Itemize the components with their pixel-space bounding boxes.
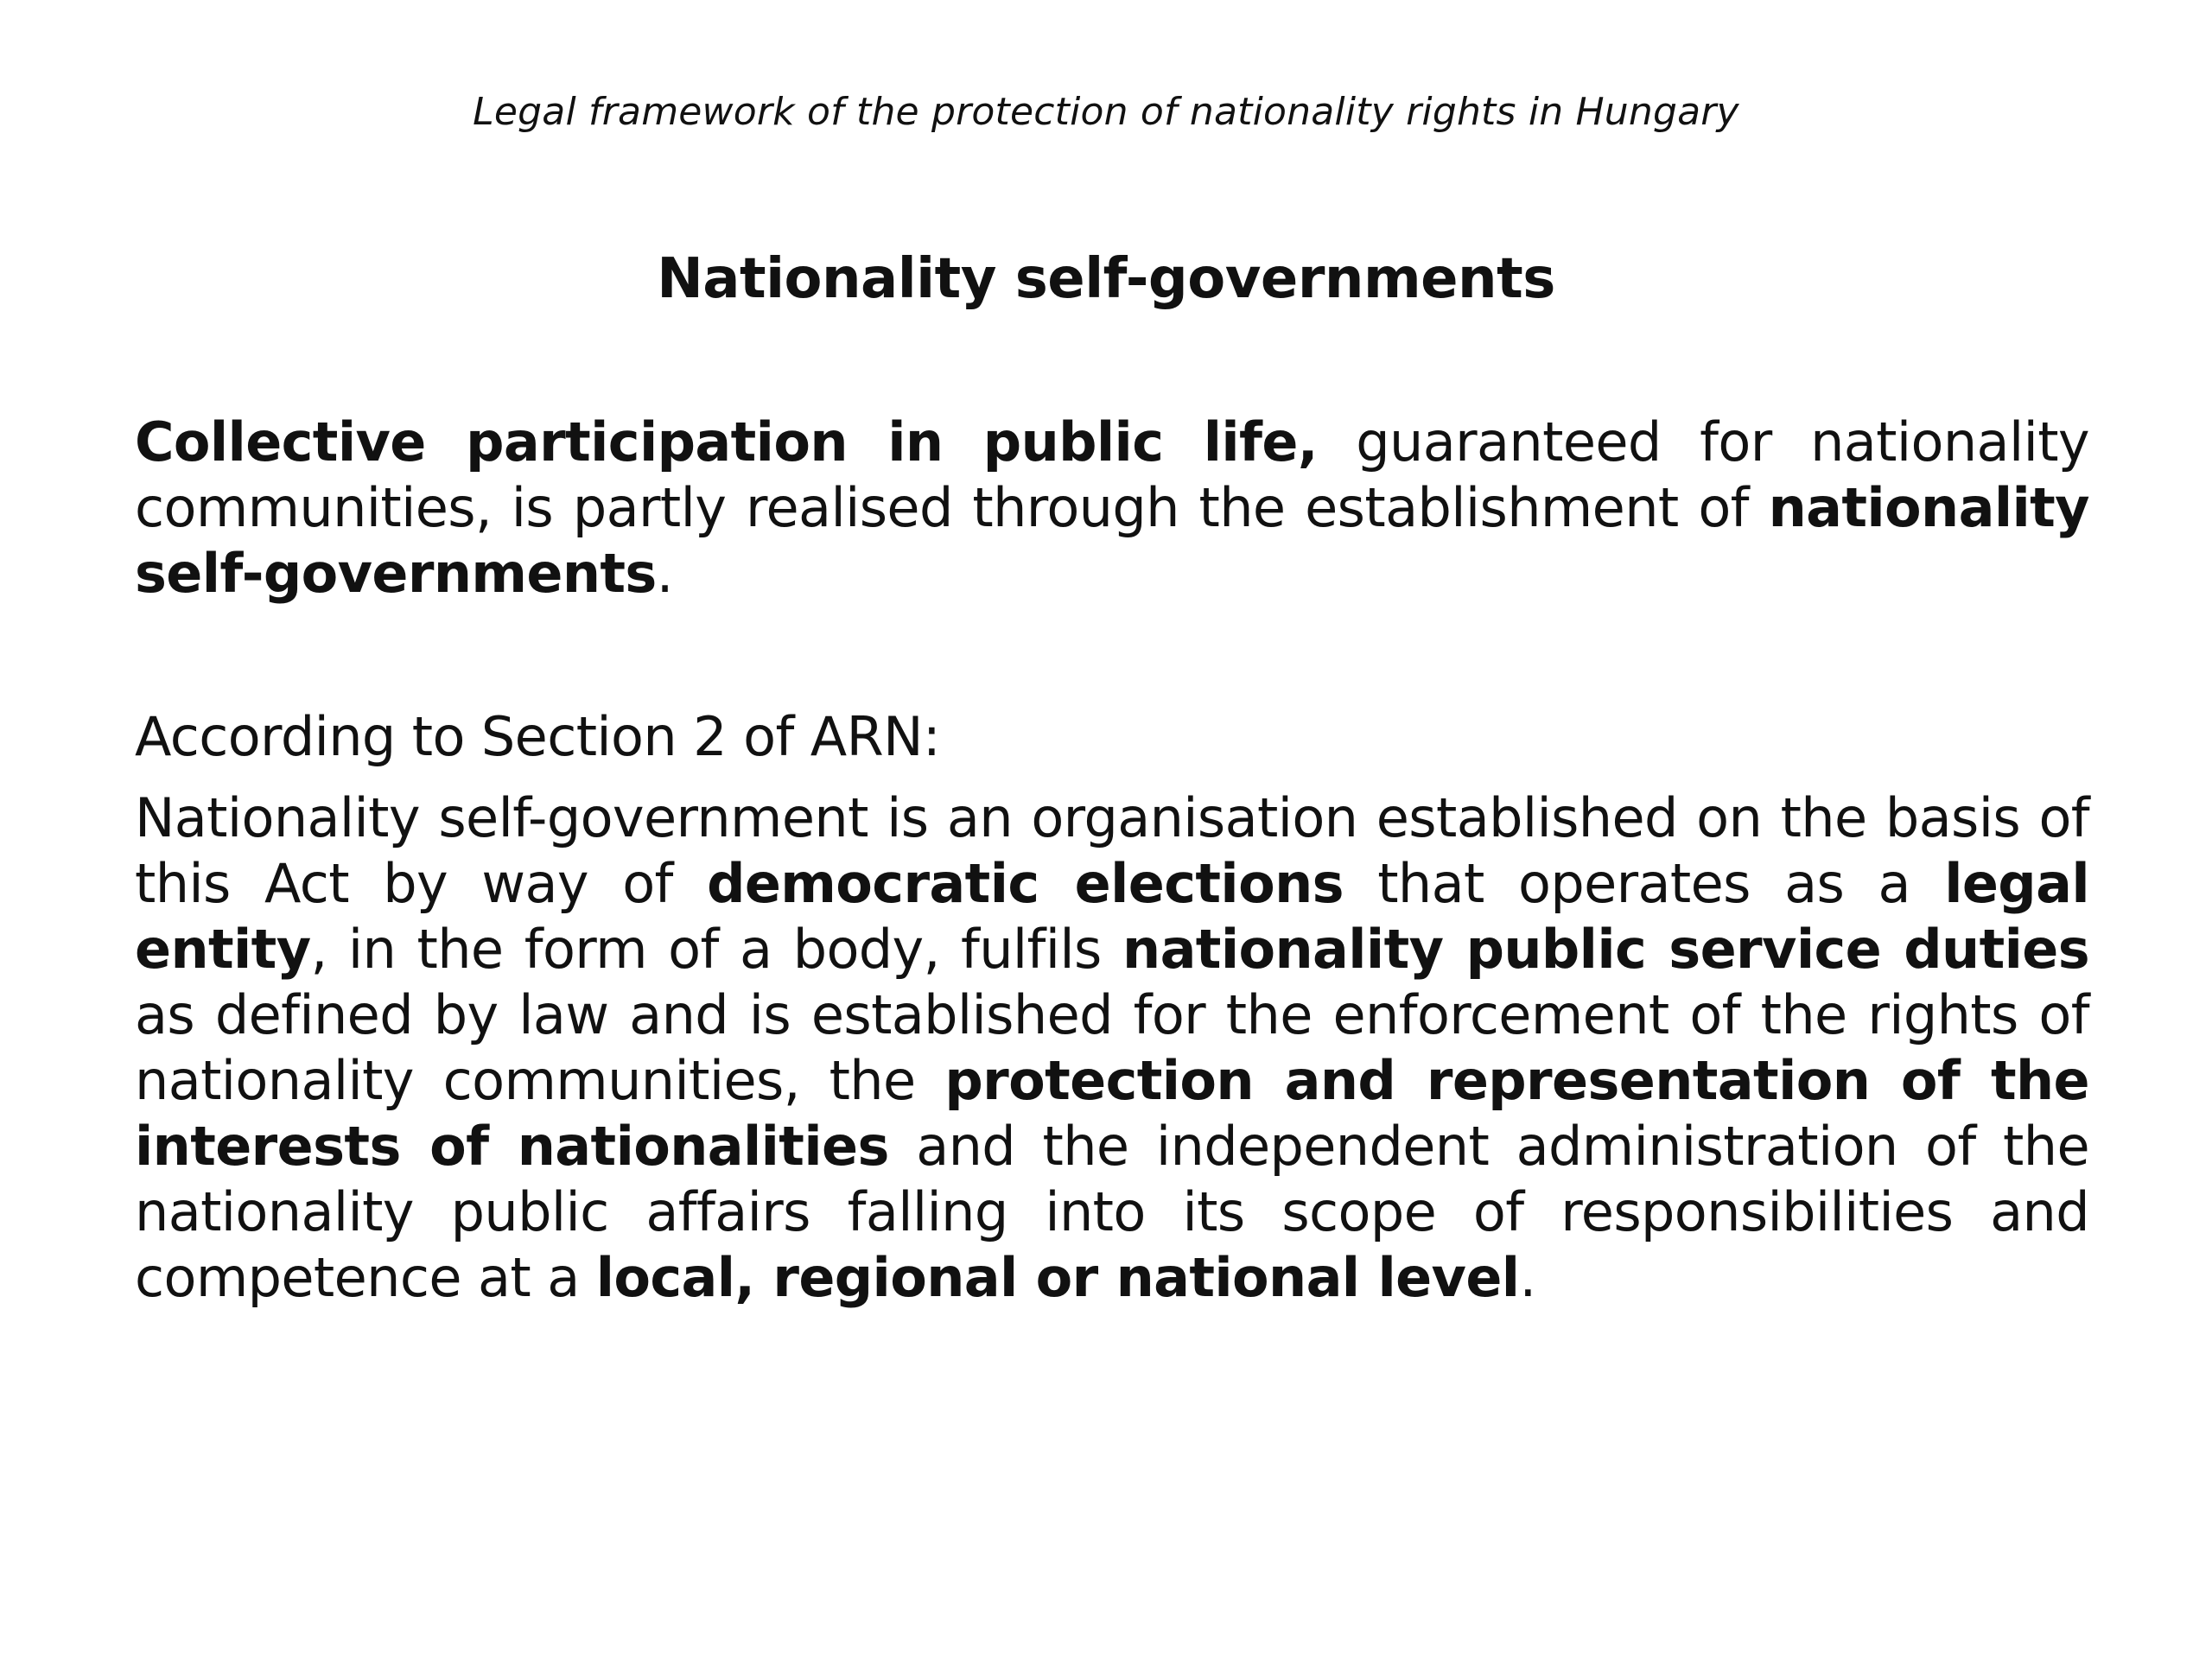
bold-phrase: protection and representation of the interests of nationalities	[135, 1049, 2089, 1178]
bold-phrase: democratic elections	[707, 852, 1344, 915]
bold-phrase: nationality public service duties	[1122, 918, 2090, 981]
bold-phrase: legal entity	[135, 852, 2089, 981]
bold-phrase: local, regional or national level	[595, 1246, 1520, 1309]
paragraph-text: , in the form of a body, fulfils	[310, 918, 1123, 981]
paragraph-text: and the independent administration of the nationality public affairs falling into its scope of responsibilities and competence at a	[135, 1115, 2089, 1309]
slide-title: Nationality self-governments	[657, 247, 1555, 311]
bold-phrase: Collective participation in public life,	[135, 410, 1318, 474]
paragraph-definition	[135, 785, 2089, 1311]
paragraph-text: Nationality self-government is an organisation established on the basis of this Act by way of	[135, 786, 2089, 915]
paragraph-text: guaranteed for nationality communities, is partly realised through the establishment of	[135, 410, 2089, 539]
slide-header: Legal framework of the protection of nationality rights in Hungary	[473, 90, 1739, 134]
paragraph-section-reference: According to Section 2 of ARN:	[135, 705, 941, 768]
bold-phrase: nationality self-governments	[135, 476, 2089, 605]
paragraph-text: .	[656, 542, 673, 605]
paragraph-collective-participation	[135, 410, 2089, 607]
paragraph-text: .	[1519, 1246, 1536, 1309]
paragraph-text: that operates as a	[1343, 852, 1945, 915]
paragraph-text: as defined by law and is established for the enforcement of the rights of nationality communities, the	[135, 983, 2089, 1112]
